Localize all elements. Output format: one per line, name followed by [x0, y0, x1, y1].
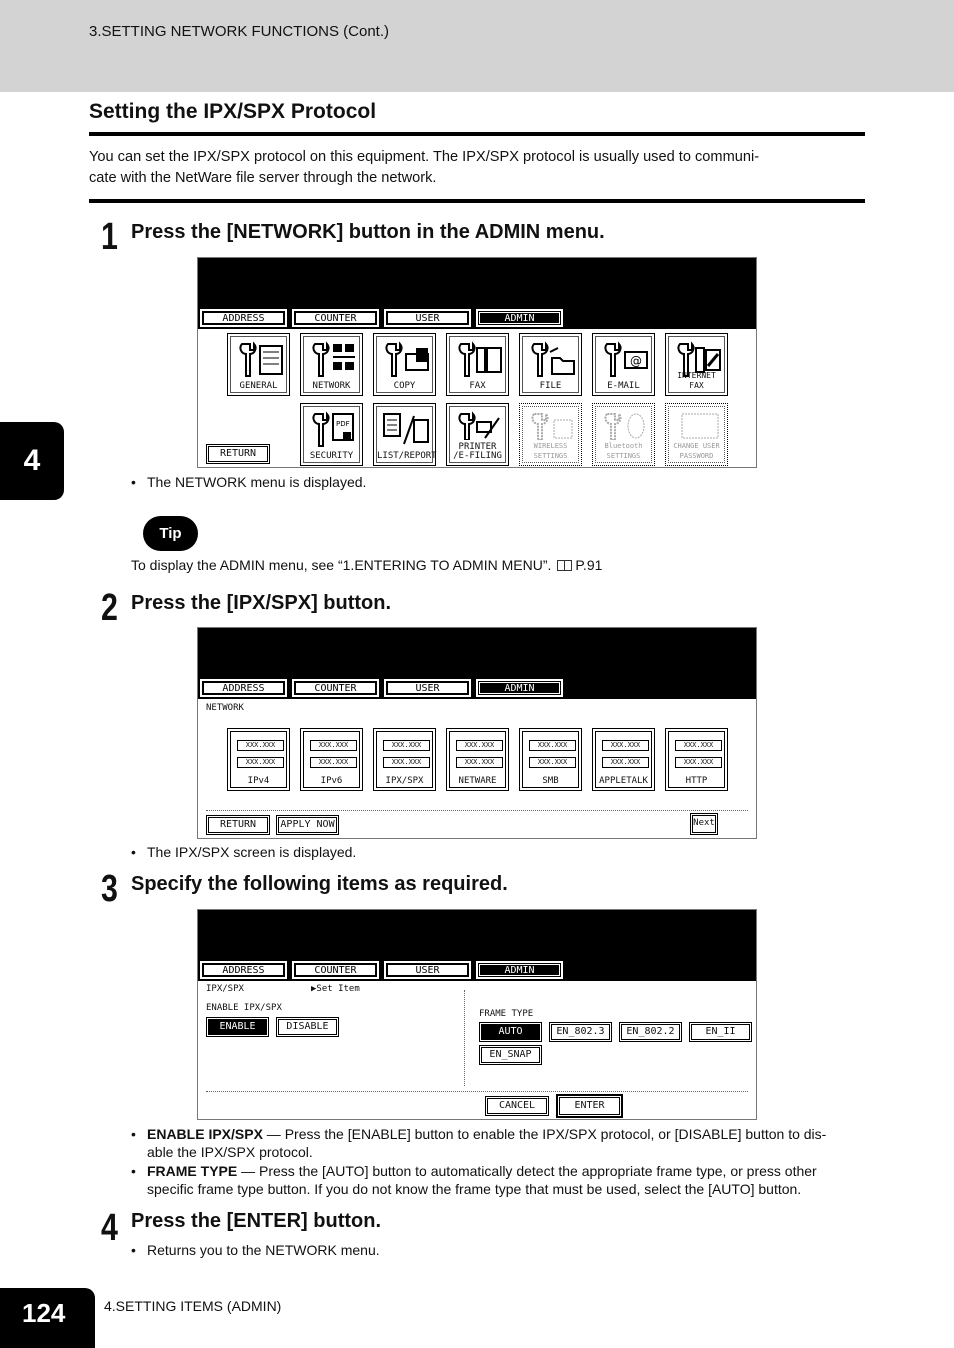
frame-en-snap-button[interactable]: EN_SNAP — [479, 1045, 542, 1065]
folder-icon — [528, 340, 578, 378]
ipv4-button[interactable]: XXX.XXX XXX.XXX IPv4 — [227, 728, 290, 791]
wireless-icon — [528, 410, 578, 440]
fax-icon — [455, 340, 505, 378]
svg-text:PDF: PDF — [336, 420, 350, 428]
email-button[interactable]: @ E-MAIL — [592, 333, 655, 396]
step-4-title: Press the [ENTER] button. — [131, 1210, 382, 1232]
tab-admin[interactable]: ADMIN — [476, 961, 563, 979]
copy-icon — [382, 340, 432, 378]
tab-counter[interactable]: COUNTER — [292, 309, 379, 327]
book-icon — [557, 560, 572, 571]
enable-button[interactable]: ENABLE — [206, 1017, 269, 1037]
ipx-spx-screen — [197, 909, 757, 1120]
printer-efiling-button[interactable]: PRINTER /E-FILING — [446, 403, 509, 466]
column-divider — [464, 990, 465, 1086]
network-icon — [309, 340, 359, 378]
cancel-button[interactable]: CANCEL — [485, 1096, 549, 1116]
wrench-icon — [236, 340, 286, 378]
tab-admin[interactable]: ADMIN — [476, 679, 563, 697]
tip-text: To display the ADMIN menu, see “1.ENTERING TO ADMIN MENU”. P.91 — [131, 557, 603, 573]
appletalk-button[interactable]: XXX.XXX XXX.XXX APPLETALK — [592, 728, 655, 791]
frame-en-ii-button[interactable]: EN_II — [689, 1022, 752, 1042]
list-report-icon — [382, 410, 432, 448]
change-user-password-button: CHANGE USER PASSWORD — [665, 403, 728, 466]
bullet-term-frame: FRAME TYPE — [147, 1163, 238, 1179]
page-header — [0, 0, 954, 92]
step-1-number: 1 — [101, 216, 118, 258]
http-button[interactable]: XXX.XXX XXX.XXX HTTP — [665, 728, 728, 791]
tab-counter[interactable]: COUNTER — [292, 961, 379, 979]
divider-top — [89, 132, 865, 136]
bluetooth-settings-button: Bluetooth SETTINGS — [592, 403, 655, 466]
tab-user[interactable]: USER — [384, 309, 471, 327]
security-icon — [309, 410, 359, 448]
step-3-bullet-enable: • ENABLE IPX/SPX — Press the [ENABLE] button to enable the IPX/SPX protocol, or [DISABLE] button to dis- able the IPX/SPX protocol. — [131, 1126, 827, 1160]
password-icon — [674, 410, 724, 440]
enter-button[interactable]: ENTER — [556, 1094, 623, 1118]
tab-address[interactable]: ADDRESS — [200, 309, 287, 327]
bluetooth-icon — [601, 410, 651, 440]
step-4-number: 4 — [101, 1207, 118, 1249]
step-3-bullet-frame: • FRAME TYPE — Press the [AUTO] button to automatically detect the appropriate frame type, or press other specific frame type button. If you do not know the frame type that must be used, select the [AUTO] button. — [131, 1163, 817, 1197]
tip-badge: Tip — [143, 516, 198, 551]
bullet-desc-enable: — Press the [ENABLE] button to enable the IPX/SPX protocol, or [DISABLE] button to dis- — [262, 1126, 827, 1142]
bullet-desc-frame: — Press the [AUTO] button to automatically detect the appropriate frame type, or press other — [237, 1163, 817, 1179]
smb-button[interactable]: XXX.XXX XXX.XXX SMB — [519, 728, 582, 791]
list-report-button[interactable]: LIST/REPORT — [373, 403, 436, 466]
printer-icon — [455, 410, 505, 440]
tab-admin[interactable]: ADMIN — [476, 309, 563, 327]
return-button[interactable]: RETURN — [206, 815, 270, 835]
tab-address[interactable]: ADDRESS — [200, 961, 287, 979]
return-button[interactable]: RETURN — [206, 444, 270, 464]
intro-paragraph — [89, 147, 865, 189]
section-title: Setting the IPX/SPX Protocol — [89, 100, 377, 123]
network-screen — [197, 627, 757, 839]
step-2-number: 2 — [101, 587, 118, 629]
step-2-title: Press the [IPX/SPX] button. — [131, 592, 392, 614]
tab-address[interactable]: ADDRESS — [200, 679, 287, 697]
separator — [206, 810, 748, 811]
internet-fax-button[interactable]: INTERNET FAX — [665, 333, 728, 396]
header-text: 3.SETTING NETWORK FUNCTIONS (Cont.) — [89, 23, 390, 40]
screen-tabs — [200, 309, 563, 327]
divider-bottom — [89, 199, 865, 203]
bullet-desc-enable-2: able the IPX/SPX protocol. — [147, 1144, 313, 1160]
footer-text: 4.SETTING ITEMS (ADMIN) — [104, 1298, 282, 1314]
frame-en-802-2-button[interactable]: EN_802.2 — [619, 1022, 682, 1042]
network-button[interactable]: NETWORK — [300, 333, 363, 396]
disable-button[interactable]: DISABLE — [276, 1017, 339, 1037]
email-icon — [601, 340, 651, 378]
admin-menu-screen — [197, 257, 757, 468]
tab-counter[interactable]: COUNTER — [292, 679, 379, 697]
ipv6-button[interactable]: XXX.XXX XXX.XXX IPv6 — [300, 728, 363, 791]
fax-button[interactable]: FAX — [446, 333, 509, 396]
ipx-spx-button[interactable]: XXX.XXX XXX.XXX IPX/SPX — [373, 728, 436, 791]
tab-user[interactable]: USER — [384, 961, 471, 979]
wireless-settings-button: WIRELESS SETTINGS — [519, 403, 582, 466]
intro-line-2: cate with the NetWare file server through the network. — [89, 170, 437, 186]
enable-ipx-spx-label: ENABLE IPX/SPX — [206, 1003, 282, 1013]
intro-line-1: You can set the IPX/SPX protocol on this equipment. The IPX/SPX protocol is usually used to communi- — [89, 149, 760, 165]
bullet-desc-frame-2: specific frame type button. If you do not know the frame type that must be used, select the [AUTO] button. — [147, 1181, 802, 1197]
bullet-term-enable: ENABLE IPX/SPX — [147, 1126, 263, 1142]
step-3-title: Specify the following items as required. — [131, 873, 508, 895]
apply-now-button[interactable]: APPLY NOW — [276, 815, 339, 835]
separator — [206, 1091, 748, 1092]
step-3-number: 3 — [101, 868, 118, 910]
next-button[interactable]: Next — [690, 813, 718, 835]
screen-tabs — [200, 961, 563, 979]
page-number: 124 — [0, 1288, 95, 1348]
netware-button[interactable]: XXX.XXX XXX.XXX NETWARE — [446, 728, 509, 791]
tab-user[interactable]: USER — [384, 679, 471, 697]
security-button[interactable]: PDF SECURITY — [300, 403, 363, 466]
frame-auto-button[interactable]: AUTO — [479, 1022, 542, 1042]
chapter-tab: 4 — [0, 422, 64, 500]
screen-label: NETWORK — [206, 703, 244, 713]
general-button[interactable]: GENERAL — [227, 333, 290, 396]
svg-text:@: @ — [630, 354, 642, 368]
frame-en-802-3-button[interactable]: EN_802.3 — [549, 1022, 612, 1042]
set-item-label: ▶Set Item — [311, 984, 360, 994]
file-button[interactable]: FILE — [519, 333, 582, 396]
screen-tabs — [200, 679, 563, 697]
frame-type-label: FRAME TYPE — [479, 1009, 534, 1019]
step-1-title: Press the [NETWORK] button in the ADMIN menu. — [131, 221, 605, 243]
screen-label: IPX/SPX — [206, 984, 244, 994]
copy-button[interactable]: COPY — [373, 333, 436, 396]
